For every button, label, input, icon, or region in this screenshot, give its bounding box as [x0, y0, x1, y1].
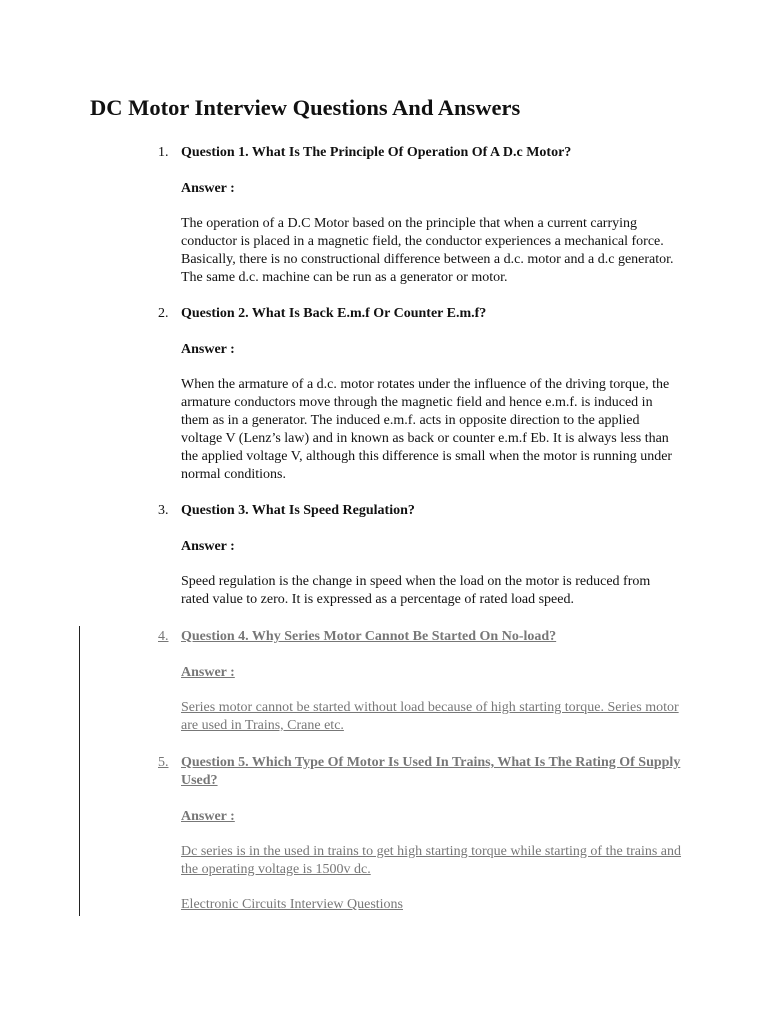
answer-label[interactable]: Answer : — [181, 809, 235, 824]
item-number: 1. — [158, 145, 169, 160]
answer-label: Answer : — [181, 342, 235, 357]
item-number[interactable]: 5. — [158, 755, 169, 770]
answer-label: Answer : — [181, 539, 235, 554]
answer-label[interactable]: Answer : — [181, 665, 235, 680]
related-questions-link[interactable]: Electronic Circuits Interview Questions — [181, 897, 403, 912]
page-title: DC Motor Interview Questions And Answers — [90, 95, 521, 120]
question-4[interactable]: Question 4. Why Series Motor Cannot Be Started On No-load? — [181, 629, 557, 644]
answer-5[interactable]: Dc series is in the used in trains to get high starting torque while starting of the trains and the operating voltage is 1500v dc. — [181, 844, 682, 878]
question-3: Question 3. What Is Speed Regulation? — [181, 503, 415, 518]
question-2: Question 2. What Is Back E.m.f Or Counter E.m.f? — [181, 306, 487, 321]
answer-4[interactable]: Series motor cannot be started without load because of high starting torque. Series motor are used in Trains, Crane etc. — [181, 700, 679, 734]
item-number[interactable]: 4. — [158, 629, 169, 644]
item-number: 3. — [158, 503, 169, 518]
answer-1: The operation of a D.C Motor based on the principle that when a current carrying conductor is placed in a magnetic field, the conductor experiences a mechanical force. Basically, there is no constructional difference between a d.c. motor and a d.c generator. The same d.c. machine can be run as a generator or motor. — [181, 216, 674, 286]
answer-label: Answer : — [181, 181, 235, 196]
question-5[interactable]: Question 5. Which Type Of Motor Is Used In Trains, What Is The Rating Of Supply Used? — [181, 755, 681, 789]
change-bar — [79, 626, 80, 916]
answer-2: When the armature of a d.c. motor rotates under the influence of the driving torque, the armature conductors move through the magnetic field and hence e.m.f. is induced in them as in a generator. The induced e.m.f. acts in opposite direction to the applied voltage V (Lenz’s law) and in known as back or counter e.m.f Eb. It is always less than the applied voltage V, although this difference is small when the motor is running under normal conditions. — [181, 377, 673, 483]
answer-3: Speed regulation is the change in speed when the load on the motor is reduced from rated value to zero. It is expressed as a percentage of rated load speed. — [181, 574, 651, 608]
item-number: 2. — [158, 306, 169, 321]
question-1: Question 1. What Is The Principle Of Operation Of A D.c Motor? — [181, 145, 572, 160]
